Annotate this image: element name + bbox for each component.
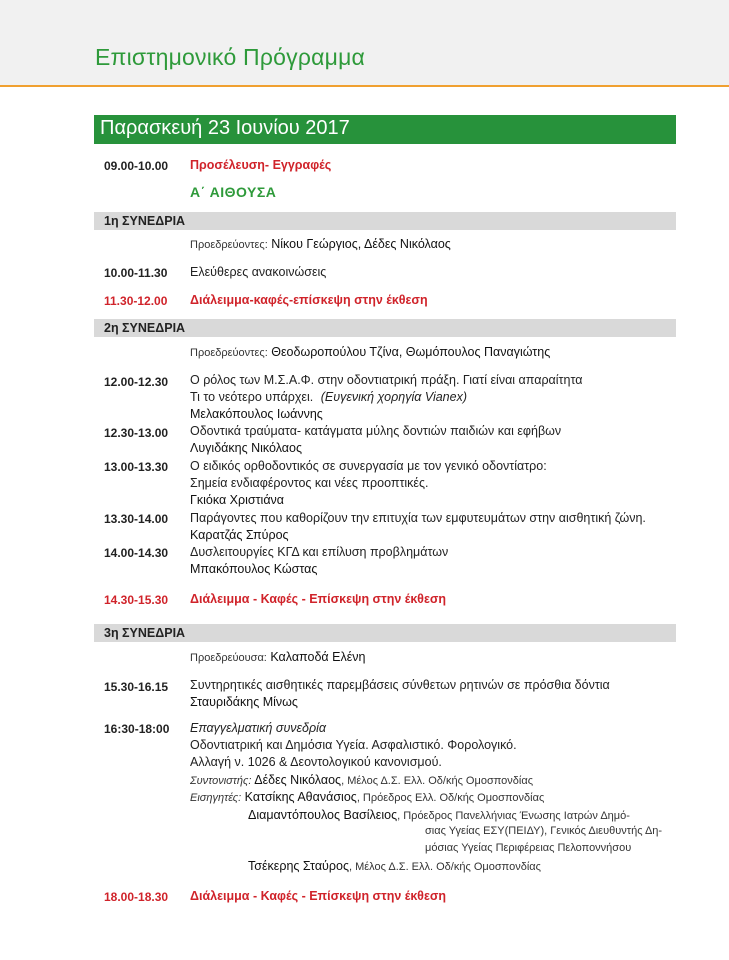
session-2-title: 2η ΣΥΝΕΔΡΙΑ xyxy=(104,321,186,335)
chairs-label: Προεδρεύουσα: xyxy=(190,652,267,664)
speaker-role: , Μέλος Δ.Σ. Ελλ. Οδ/κής Ομοσπονδίας xyxy=(348,861,541,873)
session-2-header xyxy=(94,319,676,337)
item-speaker: Καρατζάς Σπύρος xyxy=(190,528,289,542)
chairs-label: Προεδρεύοντες: xyxy=(190,239,268,251)
chairs-names: Καλαποδά Ελένη xyxy=(270,650,366,664)
break-time: 11.30-12.00 xyxy=(104,294,168,308)
break-time: 18.00-18.30 xyxy=(104,890,169,904)
item-title: Ελεύθερες ανακοινώσεις xyxy=(190,265,327,279)
session-3-header xyxy=(94,624,676,642)
item-title: Παράγοντες που καθορίζουν την επιτυχία των εμφυτευμάτων στην αισθητική ζώνη. xyxy=(190,511,646,525)
day-title: Παρασκευή 23 Ιουνίου 2017 xyxy=(100,117,350,139)
sponsor-note: (Ευγενική χορηγία Vianex) xyxy=(320,390,468,404)
session-1-chairs xyxy=(190,237,451,251)
item-time: 12.00-12.30 xyxy=(104,375,169,389)
chairs-names: Νίκου Γεώργιος, Δέδες Νικόλαος xyxy=(271,237,451,251)
item-time: 15.30-16.15 xyxy=(104,680,169,694)
break-label: Διάλειμμα - Καφές - Επίσκεψη στην έκθεση xyxy=(190,889,447,903)
session-3-chairs xyxy=(190,650,365,664)
speaker-role: , Πρόεδρος Ελλ. Οδ/κής Ομοσπονδίας xyxy=(356,792,545,804)
speaker-role-cont: σιας Υγείας ΕΣΥ(ΠΕΙΔΥ), Γενικός Διευθυντής Δη- xyxy=(425,825,663,837)
prof-session-time: 16:30-18:00 xyxy=(104,722,170,736)
speaker-name: Διαμαντόπουλος Βασίλειος xyxy=(248,808,398,822)
registration-label: Προσέλευση- Εγγραφές xyxy=(190,158,332,172)
item-title: Οδοντικά τραύματα- κατάγματα μύλης δοντιών παιδιών και εφήβων xyxy=(190,424,562,438)
coordinator-role: , Μέλος Δ.Σ. Ελλ. Οδ/κής Ομοσπονδίας xyxy=(341,775,534,787)
speaker-role: , Πρόεδρος Πανελλήνιας Ένωσης Ιατρών Δημό- xyxy=(397,810,630,822)
speaker-line xyxy=(190,790,544,804)
hall-title: Α΄ ΑΙΘΟΥΣΑ xyxy=(190,184,277,200)
chairs-label: Προεδρεύοντες: xyxy=(190,347,268,359)
day-banner xyxy=(94,115,676,144)
prof-session-topic: Αλλαγή ν. 1026 & Δεοντολογικού κανονισμού. xyxy=(190,755,442,769)
speaker-line xyxy=(248,808,630,822)
prof-session-title: Επαγγελματική συνεδρία xyxy=(190,721,327,735)
header-divider xyxy=(0,85,729,87)
session-1-title: 1η ΣΥΝΕΔΡΙΑ xyxy=(104,214,186,228)
item-title-cont xyxy=(190,390,467,404)
coordinator-name: Δέδες Νικόλαος xyxy=(254,773,342,787)
speaker-role-cont: μόσιας Υγείας Περιφέρειας Πελοποννήσου xyxy=(425,842,632,854)
page-title: Επιστημονικό Πρόγραμμα xyxy=(95,44,366,70)
item-title: Συντηρητικές αισθητικές παρεμβάσεις σύνθετων ρητινών σε πρόσθια δόντια xyxy=(190,678,610,692)
item-title: Δυσλειτουργίες ΚΓΔ και επίλυση προβλημάτων xyxy=(190,545,449,559)
item-speaker: Σταυριδάκης Μίνως xyxy=(190,695,298,709)
coordinator-label: Συντονιστής: xyxy=(190,775,252,787)
speaker-name: Κατσίκης Αθανάσιος xyxy=(244,790,357,804)
session-3-title: 3η ΣΥΝΕΔΡΙΑ xyxy=(104,626,186,640)
item-time: 13.00-13.30 xyxy=(104,460,169,474)
header-band xyxy=(0,0,729,86)
break-label: Διάλειμμα-καφές-επίσκεψη στην έκθεση xyxy=(190,293,428,307)
session-1-header xyxy=(94,212,676,230)
item-speaker: Γκιόκα Χριστιάνα xyxy=(190,493,285,507)
item-time: 12.30-13.00 xyxy=(104,426,169,440)
item-time: 13.30-14.00 xyxy=(104,512,169,526)
item-subtitle: Σημεία ενδιαφέροντος και νέες προοπτικές. xyxy=(190,476,429,490)
item-title: Ο ρόλος των Μ.Σ.Α.Φ. στην οδοντιατρική πράξη. Γιατί είναι απαραίτητα xyxy=(190,373,583,387)
session-2-chairs xyxy=(190,345,550,359)
prof-session-topic: Οδοντιατρική και Δημόσια Υγεία. Ασφαλιστικό. Φορολογικό. xyxy=(190,738,517,752)
item-title: Ο ειδικός ορθοδοντικός σε συνεργασία με τον γενικό οδοντίατρο: xyxy=(190,459,547,473)
chairs-names: Θεοδωροπούλου Τζίνα, Θωμόπουλος Παναγιώτης xyxy=(271,345,551,359)
break-time: 14.30-15.30 xyxy=(104,593,169,607)
speaker-name: Τσέκερης Σταύρος xyxy=(248,859,349,873)
coordinator-line xyxy=(190,773,533,787)
speaker-line xyxy=(248,859,541,873)
break-label: Διάλειμμα - Καφές - Επίσκεψη στην έκθεση xyxy=(190,592,447,606)
item-speaker: Λυγιδάκης Νικόλαος xyxy=(190,441,302,455)
item-time: 10.00-11.30 xyxy=(104,266,168,280)
item-time: 14.00-14.30 xyxy=(104,546,169,560)
item-subtitle: Τι το νεότερο υπάρχει. xyxy=(190,390,314,404)
item-speaker: Μπακόπουλος Κώστας xyxy=(190,562,318,576)
speakers-label: Εισηγητές: xyxy=(190,792,242,804)
item-speaker: Μελακόπουλος Ιωάννης xyxy=(190,407,323,421)
registration-time: 09.00-10.00 xyxy=(104,159,169,173)
